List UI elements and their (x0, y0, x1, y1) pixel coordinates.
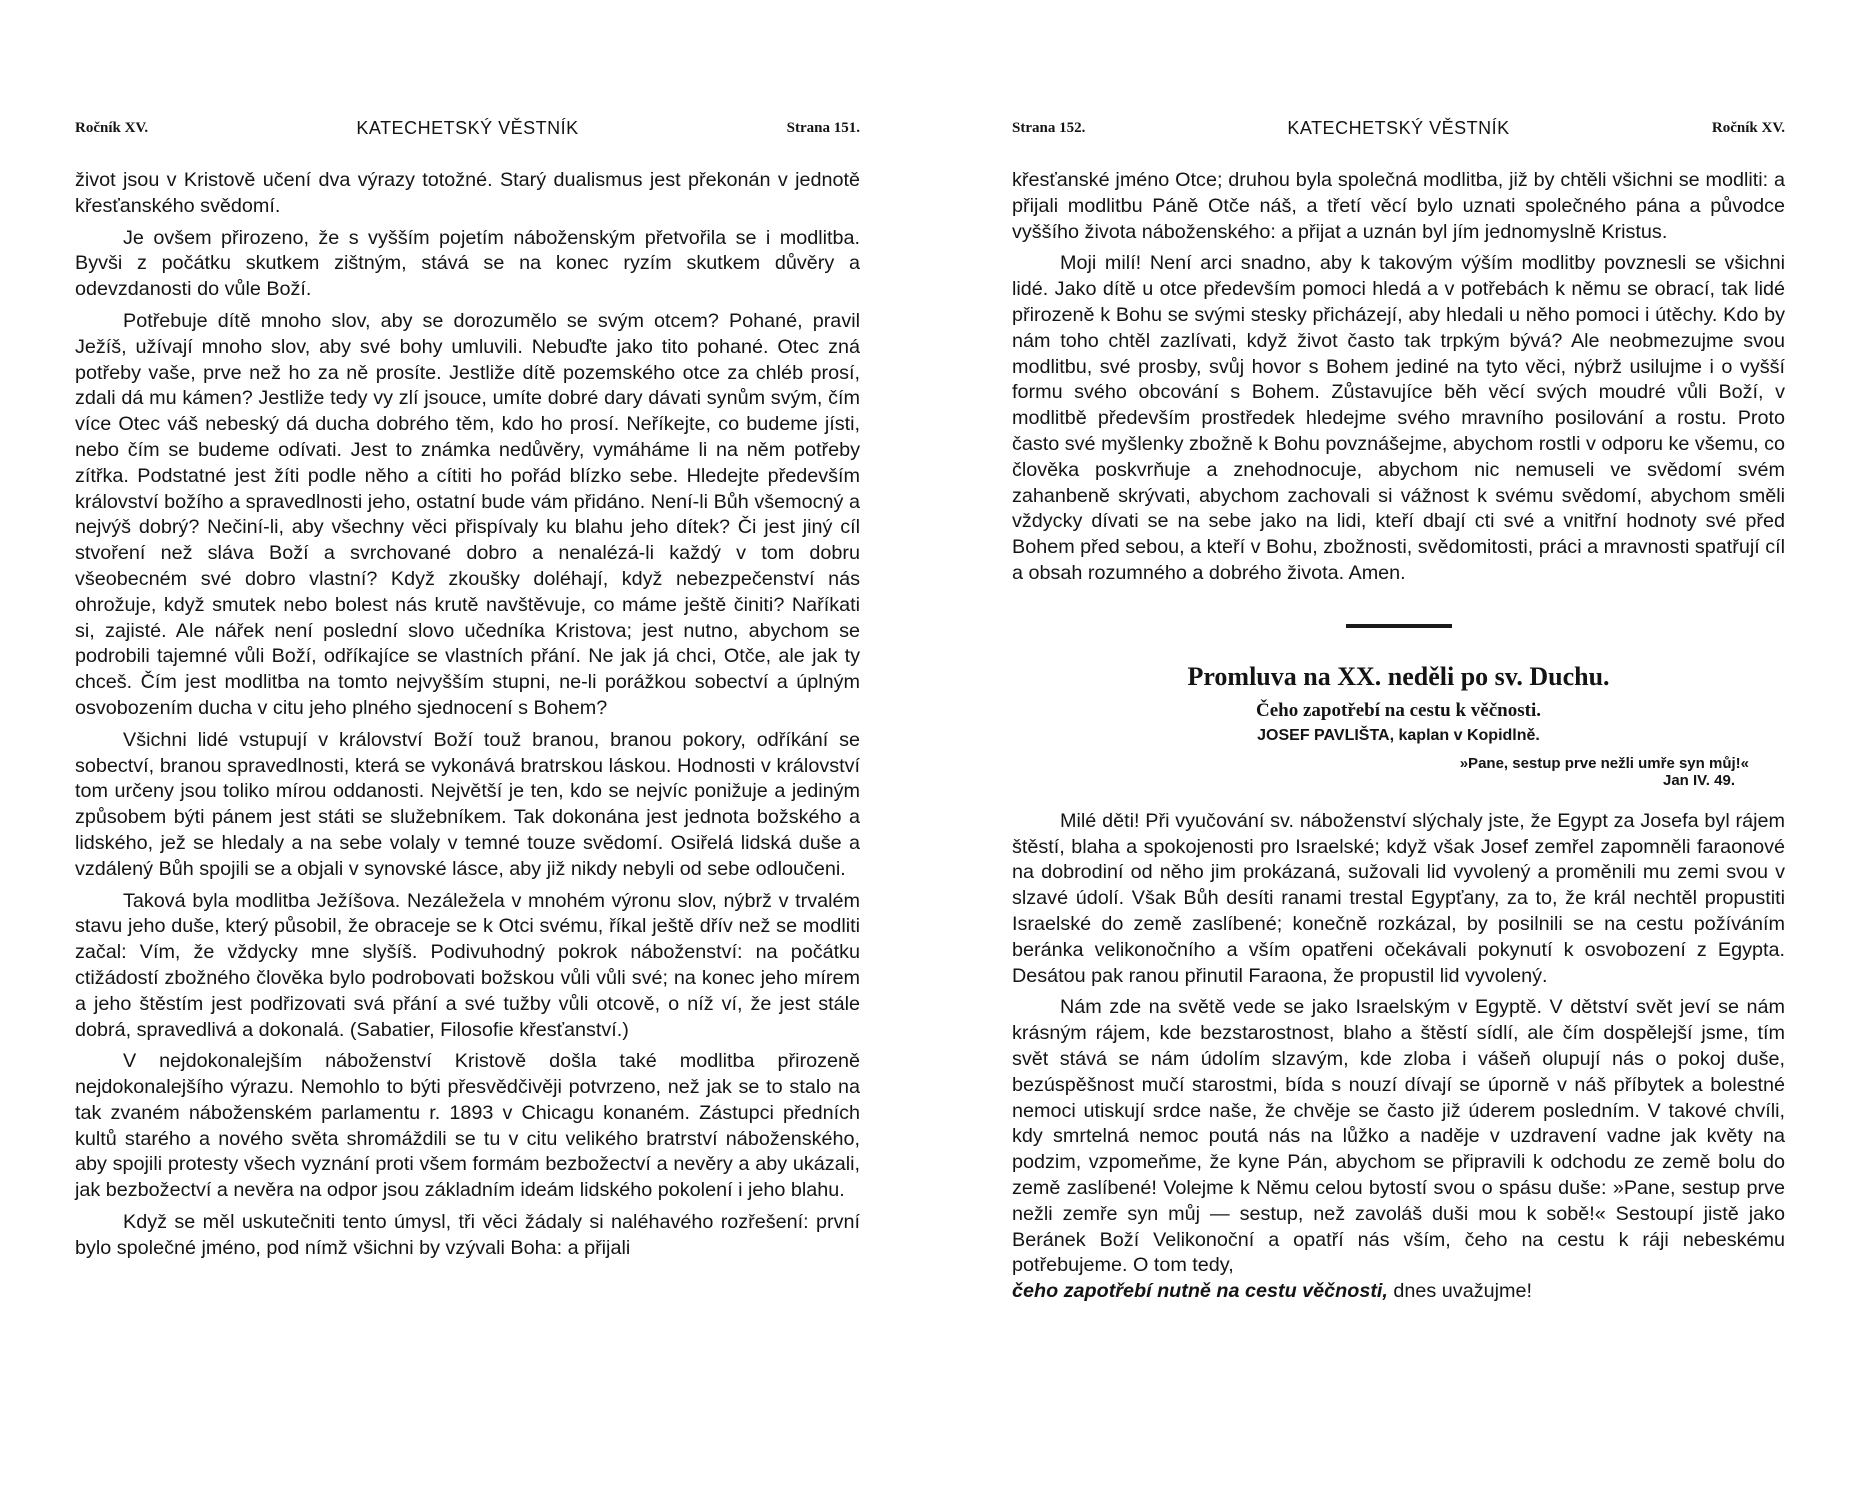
paragraph: Když se měl uskutečniti tento úmysl, tři věci žádaly si naléhavého rozřešení: první bylo společné jméno, pod nímž všichni by vzývali Boha: a přijali (75, 1211, 860, 1259)
closing-emphasis: čeho zapotřebí nutně na cestu věčnosti, (1012, 1280, 1388, 1303)
paragraph-text: Nám zde na světě vede se jako Israelským v Egyptě. V dětství svět jeví se nám krásným rájem, kde bezstarostnost, blaho a štěstí sídlí, ale čím dospělejší jsme, tím svět stává se nám údolím slzavým, kde zloba i vášeň olupují nás o pokoj duše, bezúspěšnost mučí starostmi, bída s nouzí dívají se úporně v náš příbytek a bolestné nemoci utiskují srdce naše, že chvěje se často již úderem posledním. V takové chvíli, kdy smrtelná nemoc poutá nás na lůžko a naděje v uzdravení vadne jak květy na podzim, vzpomeňme, že kyne Pán, abychom se připravili k odchodu ze země bolu do země zaslíbené! Volejme k Němu celou bytostí svou o spásu duše: »Pane, sestup prve nežli zemře syn můj — sestup, než zavoláš duši mou k sobě!« Sestoupí jistě jako Beránek Boží Velikonoční a opatří nás vším, čeho na cestu k ráji nebeskému potřebujeme. O tom tedy, (1012, 996, 1785, 1277)
running-header (1012, 118, 1785, 144)
paragraph: Je ovšem přirozeno, že s vyšším pojetím náboženským přetvořila se i modlitba. Byvši z počátku skutkem zištným, stává se na konec ryzím skutkem důvěry a odevzdanosti do vůle Boží. (75, 226, 860, 301)
left-body-text (75, 168, 860, 1262)
sermon-title: Promluva na XX. neděli po sv. Duchu. (1187, 661, 1610, 691)
paragraph (1012, 995, 1785, 1305)
paragraph: Všichni lidé vstupují v království Boží touž branou, branou pokory, odříkání se sobectví, branou spravedlnosti, která se vykonává bratrskou láskou. Hodnosti v království tom určeny jsou toliko mírou oddanosti. Největší je ten, kdo se nejvíc ponižuje a jediným způsobem býti pánem jest státi se služebníkem. Tak dokonána jest jednota božského a lidského, jež se hledaly a na sebe volaly v temné touze svědomí. Osiřelá lidská duše a vzdálený Bůh spojili se a objali v synovské lásce, aby již nikdy nebyli od sebe odloučeni. (75, 728, 860, 880)
paragraph: Potřebuje dítě mnoho slov, aby se dorozumělo se svým otcem? Pohané, pravil Ježíš, užívají mnoho slov, aby své bohy umluvili. Nebuďte jako tito pohané. Otec zná potřeby vaše, prve než ho za ně prosíte. Jestliže dítě pozemského otce za chléb prosí, zdali dá mu kámen? Jestliže tedy vy zlí jsouce, umíte dobré dary dávati synům svým, čím více Otec váš nebeský dá ducha dobrého těm, kdo ho prosí. Neříkejte, co budeme jísti, nebo čím se budeme odívati. Jest to známka nedůvěry, vymáháme li na něm potřeby zítřka. Podstatné jest žíti podle něho a cítiti ho pořád blízko sebe. Hledejte především království božího a spravedlnosti jeho, ostatní bude vám přidáno. Není-li Bůh všemocný a nejvýš dobrý? Nečiní-li, aby všechny věci přispívaly ku blahu jeho dítek? Či jest jiný cíl stvoření než sláva Boží a svrchované dobro a nenalézá-li každý v tom dobru všeobecném své dobro vlastní? Když zkoušky doléhají, když nebezpečenství nás ohrožuje, když smutek nebo bolest nás krutě navštěvuje, co máme ještě činiti? Naříkati si, zajisté. Ale nářek není poslední slovo učedníka Kristova; jest nutno, abychom se podrobili tajemné vůli Boží, odříkajíce se vlastních přání. Ne jak já chci, Otče, ale jak ty chceš. Čím jest modlitba na tomto nejvyšším stupni, ne-li porážkou sobectví a úplným osvobozením ducha v citu jeho plného sjednocení s Bohem? (75, 309, 860, 719)
sermon-subtitle: Čeho zapotřebí na cestu k věčnosti. (1256, 699, 1541, 721)
sermon-author: JOSEF PAVLIŠTA, kaplan v Kopidlně. (1257, 726, 1540, 744)
motto-quote: »Pane, sestup prve nežli umře syn můj!« (1459, 754, 1749, 772)
section-divider (1346, 624, 1452, 628)
page-number: Strana 151. (786, 120, 860, 136)
volume-label: Ročník XV. (1711, 120, 1785, 136)
paragraph: Milé děti! Při vyučování sv. náboženství slýchaly jste, že Egypt za Josefa byl rájem štěstí, blaha a spokojenosti pro Israelské; když však Josef zemřel zapomněli faraonové na dobrodiní od něho jim prokázaná, sužovali lid vyvolený a proměnili mu zemi svou v slzavé údolí. Však Bůh desíti ranami trestal Egypťany, za to, že král nechtěl propustiti Israelské do země zaslíbené; konečně rozkázal, by posilnili se na cestu požíváním beránka velikonočního a vším opatřeni očekávali pokynutí k osvobození z Egypta. Desátou pak ranou přinutil Faraona, že propustil lid vyvolený. (1012, 809, 1785, 987)
paragraph: V nejdokonalejším náboženství Kristově došla také modlitba přirozeně nejdokonalejšího výrazu. Nemohlo to býti přesvědčivěji potvrzeno, než jak se to stalo na tak zvaném náboženském parlamentu r. 1893 v Chicagu konaném. Zástupci předních kultů starého a nového světa shromáždili se tu v citu velikého bratrství náboženského, aby spojili protesty všech vyznání proti všem formám bezbožectví a nevěry a aby ukázali, jak bezbožectví a nevěra na odpor jsou základním ideám lidského pokolení i jeho blahu. (75, 1050, 860, 1202)
paragraph: život jsou v Kristově učení dva výrazy totožné. Starý dualismus jest překonán v jednotě křesťanského svědomí. (75, 169, 860, 217)
motto-source: Jan IV. 49. (1663, 771, 1735, 789)
paragraph: Taková byla modlitba Ježíšova. Nezáležela v mnohém výronu slov, nýbrž v trvalém stavu jeho duše, který působil, že obraceje se k Otci svému, říkal ještě dřív než se modliti začal: Vím, že vždycky mne slyšíš. Podivuhodný pokrok náboženství: na počátku ctižádostí zbožného člověka bylo podrobovati božskou vůli vůli své; na konec jeho mírem a jeho štěstím jest podřizovati svá přání a své tužby vůli otcově, o níž ví, že jest stále dobrá, spravedlivá a dokonalá. (Sabatier, Filosofie křesťanství.) (75, 889, 860, 1041)
running-header (75, 118, 860, 144)
volume-label: Ročník XV. (75, 120, 149, 136)
journal-title: KATECHETSKÝ VĚSTNÍK (1287, 118, 1510, 138)
paragraph: křesťanské jméno Otce; druhou byla společná modlitba, již by chtěli všichni se modliti: a přijali modlitbu Páně Otče náš, a třetí věcí bylo uznati společného pána a původce vyššího života náboženského: a přijat a uznán byl jím jednomyslně Kristus. (1012, 169, 1785, 243)
right-body-text (1012, 168, 1785, 1305)
journal-title: KATECHETSKÝ VĚSTNÍK (356, 118, 579, 138)
paragraph: Moji milí! Není arci snadno, aby k takovým výším modlitby povznesli se všichni lidé. Jako dítě u otce především pomoci hledá a v potřebách k němu se obrací, tak lidé přirozeně k Bohu se svými stesky přicházejí, aby hledali u něho pomoci i útěchy. Kdo by nám toho chtěl zazlívati, když život často tak trpkým bývá? Ale neobmezujme svou modlitbu, své prosby, svůj hovor s Bohem jediné na tyto věci, nýbrž usilujme i o vyšší formu svého obcování s Bohem. Zůstavujíce běh věcí svých moudré vůli Boží, v modlitbě především prostředek hledejme svého mravního posilování a rostu. Proto často své myšlenky zbožně k Bohu povznášejme, abychom rostli v odporu ke všemu, co člověka poskvrňuje a znehodnocuje, abychom nic nemuseli ve svědomí svém zahanbeně skrývati, abychom zachovali si vážnost k svému svědomí, abychom směli vždycky dívati se na sebe jako na lidi, kteří dbají cti své a vnitřní hodnoty své před Bohem před sebou, a kteří v Bohu, zbožnosti, svědomitosti, práci a mravnosti spatřují cíl a obsah rozumného a dobrého života. Amen. (1012, 252, 1785, 584)
page-number: Strana 152. (1012, 120, 1086, 136)
closing-rest: dnes uvažujme! (1387, 1280, 1532, 1303)
